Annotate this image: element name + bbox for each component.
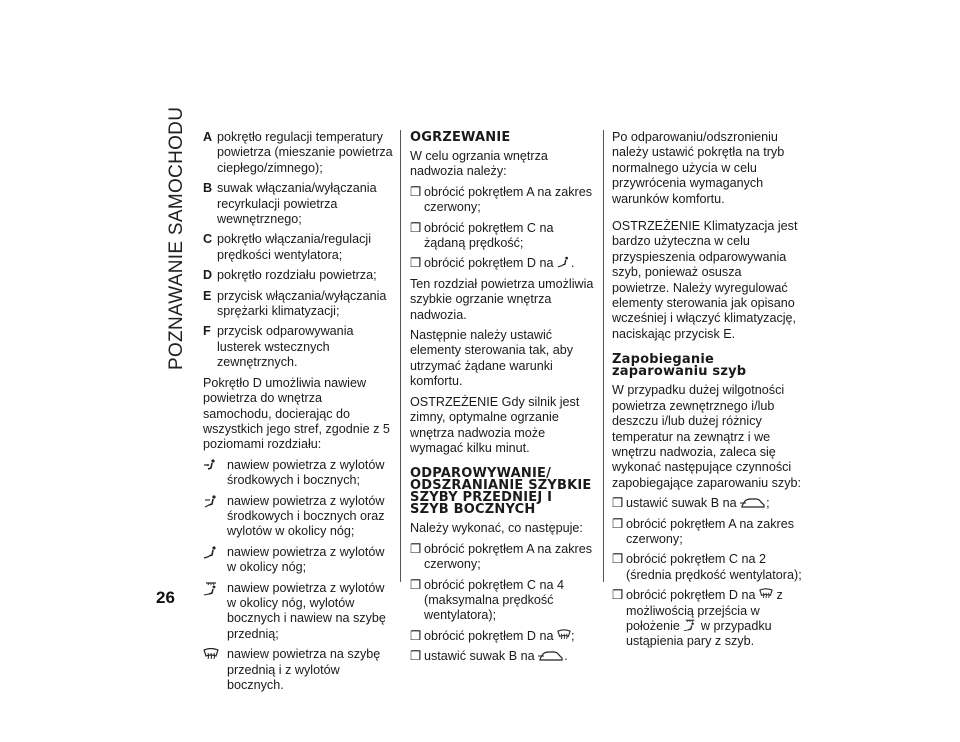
distribution-mode: nawiew powietrza z wylotów środkowych i bocznych oraz wylotów w okolicy nóg; [203, 494, 393, 540]
heating-intro: W celu ogrzania wnętrza nadwozia należy: [410, 149, 548, 179]
paragraph: Następnie należy ustawić elementy sterowania tak, aby utrzymać żądane warunki komfortu. [410, 328, 574, 389]
warning-paragraph: OSTRZEŻENIE Gdy silnik jest zimny, optymalne ogrzanie wnętrza nadwozia może wymagać kilku minut. [410, 394, 580, 455]
windscreen-defrost-icon [759, 588, 773, 601]
heading-antifog: Zapobieganie zaparowaniu szyb [612, 352, 747, 380]
outside-air-icon [740, 497, 766, 509]
distribution-mode: nawiew powietrza z wylotów w okolicy nóg, wylotów bocznych i nawiew na szybę przednią; [203, 581, 393, 643]
airflow-feet-windscreen-icon [683, 619, 697, 632]
airflow-face-feet-icon [203, 495, 219, 509]
column-divider [603, 130, 604, 582]
airflow-face-icon [203, 459, 219, 473]
antifog-intro: W przypadku dużej wilgotności powietrza zewnętrznego i/lub deszczu i/lub dużej różnicy temperatur na zewnątrz i we wnętrzu nadwozia, zaleca się wykonać następujące czynności zapobiegające zaparowaniu szyb: [612, 383, 802, 490]
list-item: ❒ obrócić pokrętłem A na zakres czerwony; [410, 184, 592, 215]
list-item: ❒ obrócić pokrętłem D na . [410, 256, 575, 271]
paragraph: Ten rozdział powietrza umożliwia szybkie ogrzanie wnętrza nadwozia. [410, 276, 594, 322]
distribution-mode: nawiew powietrza z wylotów w okolicy nóg; [203, 545, 393, 576]
windscreen-defrost-icon [203, 648, 219, 662]
list-item: ❒ obrócić pokrętłem D na z możliwością przejścia w położenie w przypadku ustąpienia pary z szyb. [612, 588, 783, 649]
legend-item: F przycisk odparowywania lusterek wstecznych zewnętrznych. [203, 324, 354, 370]
column-2 [410, 130, 595, 670]
page-number: 26 [156, 588, 175, 607]
column-1 [203, 130, 393, 698]
list-item: ❒ ustawić suwak B na . [410, 649, 568, 664]
legend-item: C pokrętło włączania/regulacji prędkości wentylatora; [203, 232, 372, 262]
section-title: POZNAWANIE SAMOCHODU [166, 106, 187, 370]
list-item: ❒ ustawić suwak B na ; [612, 496, 770, 511]
legend-item: B suwak włączania/wyłączania recyrkulacji powietrza wewnętrznego; [203, 181, 377, 227]
legend-item: A pokrętło regulacji temperatury powietrza (mieszanie powietrza ciepłego/zimnego); [203, 130, 393, 175]
list-item: ❒ obrócić pokrętłem C na 2 (średnia prędkość wentylatora); [612, 552, 802, 582]
windscreen-defrost-icon [557, 629, 571, 642]
column-3 [612, 130, 802, 655]
distribution-mode: nawiew powietrza na szybę przednią i z wylotów bocznych. [203, 647, 393, 693]
list-item: ❒ obrócić pokrętłem A na zakres czerwony; [410, 541, 592, 572]
distribution-intro: Pokrętło D umożliwia nawiew powietrza do wnętrza samochodu, docierając do wszystkich jego stref, zgodnie z 5 poziomami rozdziału: [203, 375, 390, 452]
list-item: ❒ obrócić pokrętłem D na ; [410, 628, 575, 643]
outside-air-icon [538, 650, 564, 662]
airflow-feet-icon [203, 546, 219, 560]
legend-item: D pokrętło rozdziału powietrza; [203, 268, 377, 283]
heading-heating: OGRZEWANIE [410, 130, 511, 145]
airflow-feet-icon [557, 256, 571, 269]
defrost-intro: Należy wykonać, co następuje: [410, 521, 583, 536]
airflow-feet-windscreen-icon [203, 582, 219, 596]
warning-paragraph: OSTRZEŻENIE Klimatyzacja jest bardzo użyteczna w celu przyspieszenia odparowywania szyb, ponieważ osusza powietrze. Należy wyregulować elementy sterowania jak opisano wcześniej i włączyć klimatyzację, naciskając przycisk E. [612, 219, 798, 341]
list-item: ❒ obrócić pokrętłem C na 4 (maksymalna prędkość wentylatora); [410, 577, 564, 623]
list-item: ❒ obrócić pokrętłem A na zakres czerwony; [612, 516, 794, 546]
distribution-mode: nawiew powietrza z wylotów środkowych i bocznych; [203, 458, 393, 489]
column-divider [400, 130, 401, 582]
list-item: ❒ obrócić pokrętłem C na żądaną prędkość; [410, 220, 554, 251]
paragraph: Po odparowaniu/odszronieniu należy ustawić pokrętła na tryb normalnego użycia w celu przywrócenia wymaganych warunków komfortu. [612, 130, 785, 206]
heading-defrost: ODPAROWYWANIE/ ODSZRANIANIE SZYBKIE SZYBY PRZEDNIEJ I SZYB BOCZNYCH [410, 466, 592, 518]
legend-item: E przycisk włączania/wyłączania sprężarki klimatyzacji; [203, 288, 387, 319]
